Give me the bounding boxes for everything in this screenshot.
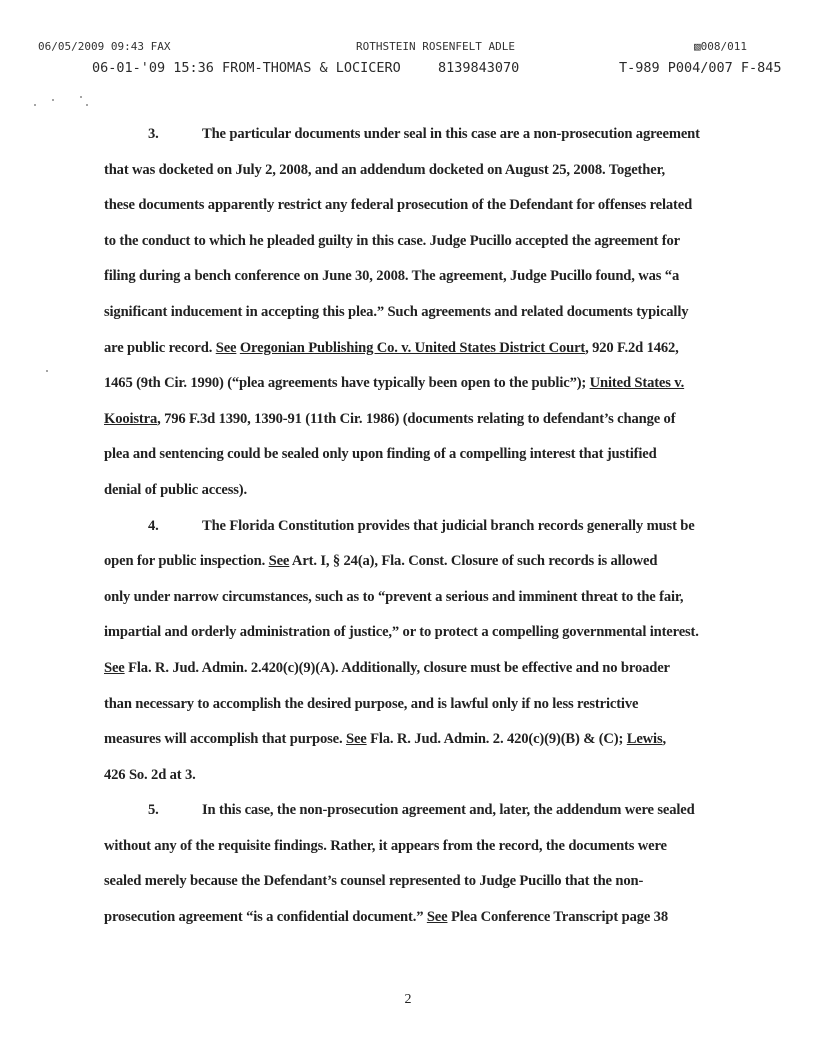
citation-underlined: Oregonian Publishing Co. v. United States District Court	[239, 339, 586, 356]
fax-phone: 8139843070	[438, 60, 520, 76]
citation-underlined: See	[268, 553, 290, 570]
text-run: 1465 (9th Cir. 1990) (“plea agreements have typically been open to the public”);	[104, 375, 590, 392]
fax-reference: T-989 P004/007 F-845	[619, 60, 782, 76]
document-body	[104, 117, 764, 936]
fax-page-count: ▧008/011	[694, 40, 747, 53]
paragraph-4-line	[104, 651, 764, 687]
text-run: The particular documents under seal in this case are a non-prosecution agreement	[202, 126, 700, 142]
text-run: 426 So. 2d at 3.	[104, 766, 196, 783]
citation-underlined: United States v.	[589, 375, 685, 392]
paragraph-5-line	[104, 900, 764, 936]
citation-underlined: See	[426, 909, 448, 926]
paragraph-3-line	[104, 188, 764, 224]
paragraph-3-line	[104, 366, 764, 402]
fax-date-time: 06/05/2009 09:43 FAX	[38, 40, 171, 53]
paragraph-3-line	[104, 224, 764, 260]
scan-speck	[52, 99, 54, 101]
scan-speck	[46, 370, 48, 372]
paragraph-4-line	[104, 758, 764, 794]
paragraph-4-line	[104, 615, 764, 651]
text-run: filing during a bench conference on June 30, 2008. The agreement, Judge Pucillo found, was “a	[104, 268, 680, 285]
text-run: Art. I, § 24(a), Fla. Const. Closure of such records is allowed	[289, 553, 658, 570]
paragraph-4-line	[104, 544, 764, 580]
text-run: prosecution agreement “is a confidential document.”	[104, 909, 427, 926]
text-run: impartial and orderly administration of justice,” or to protect a compelling governmental interest.	[104, 624, 699, 641]
text-run: open for public inspection.	[104, 553, 269, 570]
citation-underlined: See	[104, 659, 125, 676]
text-run: Fla. R. Jud. Admin. 2.420(c)(9)(A). Additionally, closure must be effective and no broader	[124, 659, 670, 676]
paragraph-5-line	[104, 864, 764, 900]
citation-underlined: See	[215, 339, 237, 356]
paragraph-number: 5.	[148, 802, 159, 819]
text-run: The Florida Constitution provides that judicial branch records generally must be	[202, 517, 695, 534]
scan-speck	[34, 104, 36, 106]
text-run: these documents apparently restrict any federal prosecution of the Defendant for offenses related	[104, 197, 693, 214]
paragraph-3-line	[104, 259, 764, 295]
paragraph-number: 4.	[148, 517, 159, 534]
text-run: Fla. R. Jud. Admin. 2. 420(c)(9)(B) & (C);	[366, 731, 627, 748]
text-run: In this case, the non-prosecution agreement and, later, the addendum were sealed	[202, 802, 695, 819]
paragraph-4-line	[104, 580, 764, 616]
text-run: Plea Conference Transcript page 38	[447, 909, 668, 926]
paragraph-4-line	[104, 722, 764, 758]
paragraph-5-line	[104, 793, 764, 829]
text-run: plea and sentencing could be sealed only upon finding of a compelling interest that justified	[104, 446, 657, 463]
paragraph-3-line	[104, 473, 764, 509]
text-run: only under narrow circumstances, such as to “prevent a serious and imminent threat to the fair,	[104, 588, 684, 605]
paragraph-4-line	[104, 687, 764, 723]
text-run: denial of public access).	[104, 481, 247, 498]
paragraph-3-line	[104, 153, 764, 189]
paragraph-3-line	[104, 331, 764, 367]
citation-underlined: Kooistra	[104, 410, 158, 427]
citation-underlined: Lewis	[626, 731, 663, 748]
text-run: to the conduct to which he pleaded guilty in this case. Judge Pucillo accepted the agreement for	[104, 232, 680, 249]
text-run: ,	[662, 731, 666, 748]
text-run: significant inducement in accepting this plea.” Such agreements and related documents typically	[104, 303, 689, 320]
paragraph-3-line	[104, 402, 764, 438]
fax-sender: ROTHSTEIN ROSENFELT ADLE	[356, 40, 515, 53]
fax-date-time-2: 06-01-'09 15:36	[92, 60, 214, 76]
paragraph-4-line	[104, 509, 764, 545]
text-run: are public record.	[104, 339, 216, 356]
paragraph-3-line	[104, 437, 764, 473]
text-run: than necessary to accomplish the desired purpose, and is lawful only if no less restrictive	[104, 695, 639, 712]
text-run: , 920 F.2d 1462,	[585, 339, 679, 356]
paragraph-number: 3.	[148, 126, 159, 142]
page-number: 2	[404, 992, 412, 1007]
scan-speck	[80, 96, 82, 98]
text-run: sealed merely because the Defendant’s counsel represented to Judge Pucillo that the non-	[104, 873, 644, 890]
scan-speck	[86, 104, 88, 106]
text-run: measures will accomplish that purpose.	[104, 731, 346, 748]
paragraph-3-line	[104, 117, 764, 153]
fax-from: FROM-THOMAS & LOCICERO	[222, 60, 401, 76]
citation-underlined: See	[345, 731, 367, 748]
text-run: without any of the requisite findings. Rather, it appears from the record, the documents were	[104, 837, 667, 854]
text-run: that was docketed on July 2, 2008, and an addendum docketed on August 25, 2008. Together,	[104, 161, 666, 178]
paragraph-5-line	[104, 829, 764, 865]
text-run: , 796 F.3d 1390, 1390-91 (11th Cir. 1986) (documents relating to defendant’s change of	[157, 410, 676, 427]
paragraph-3-line	[104, 295, 764, 331]
